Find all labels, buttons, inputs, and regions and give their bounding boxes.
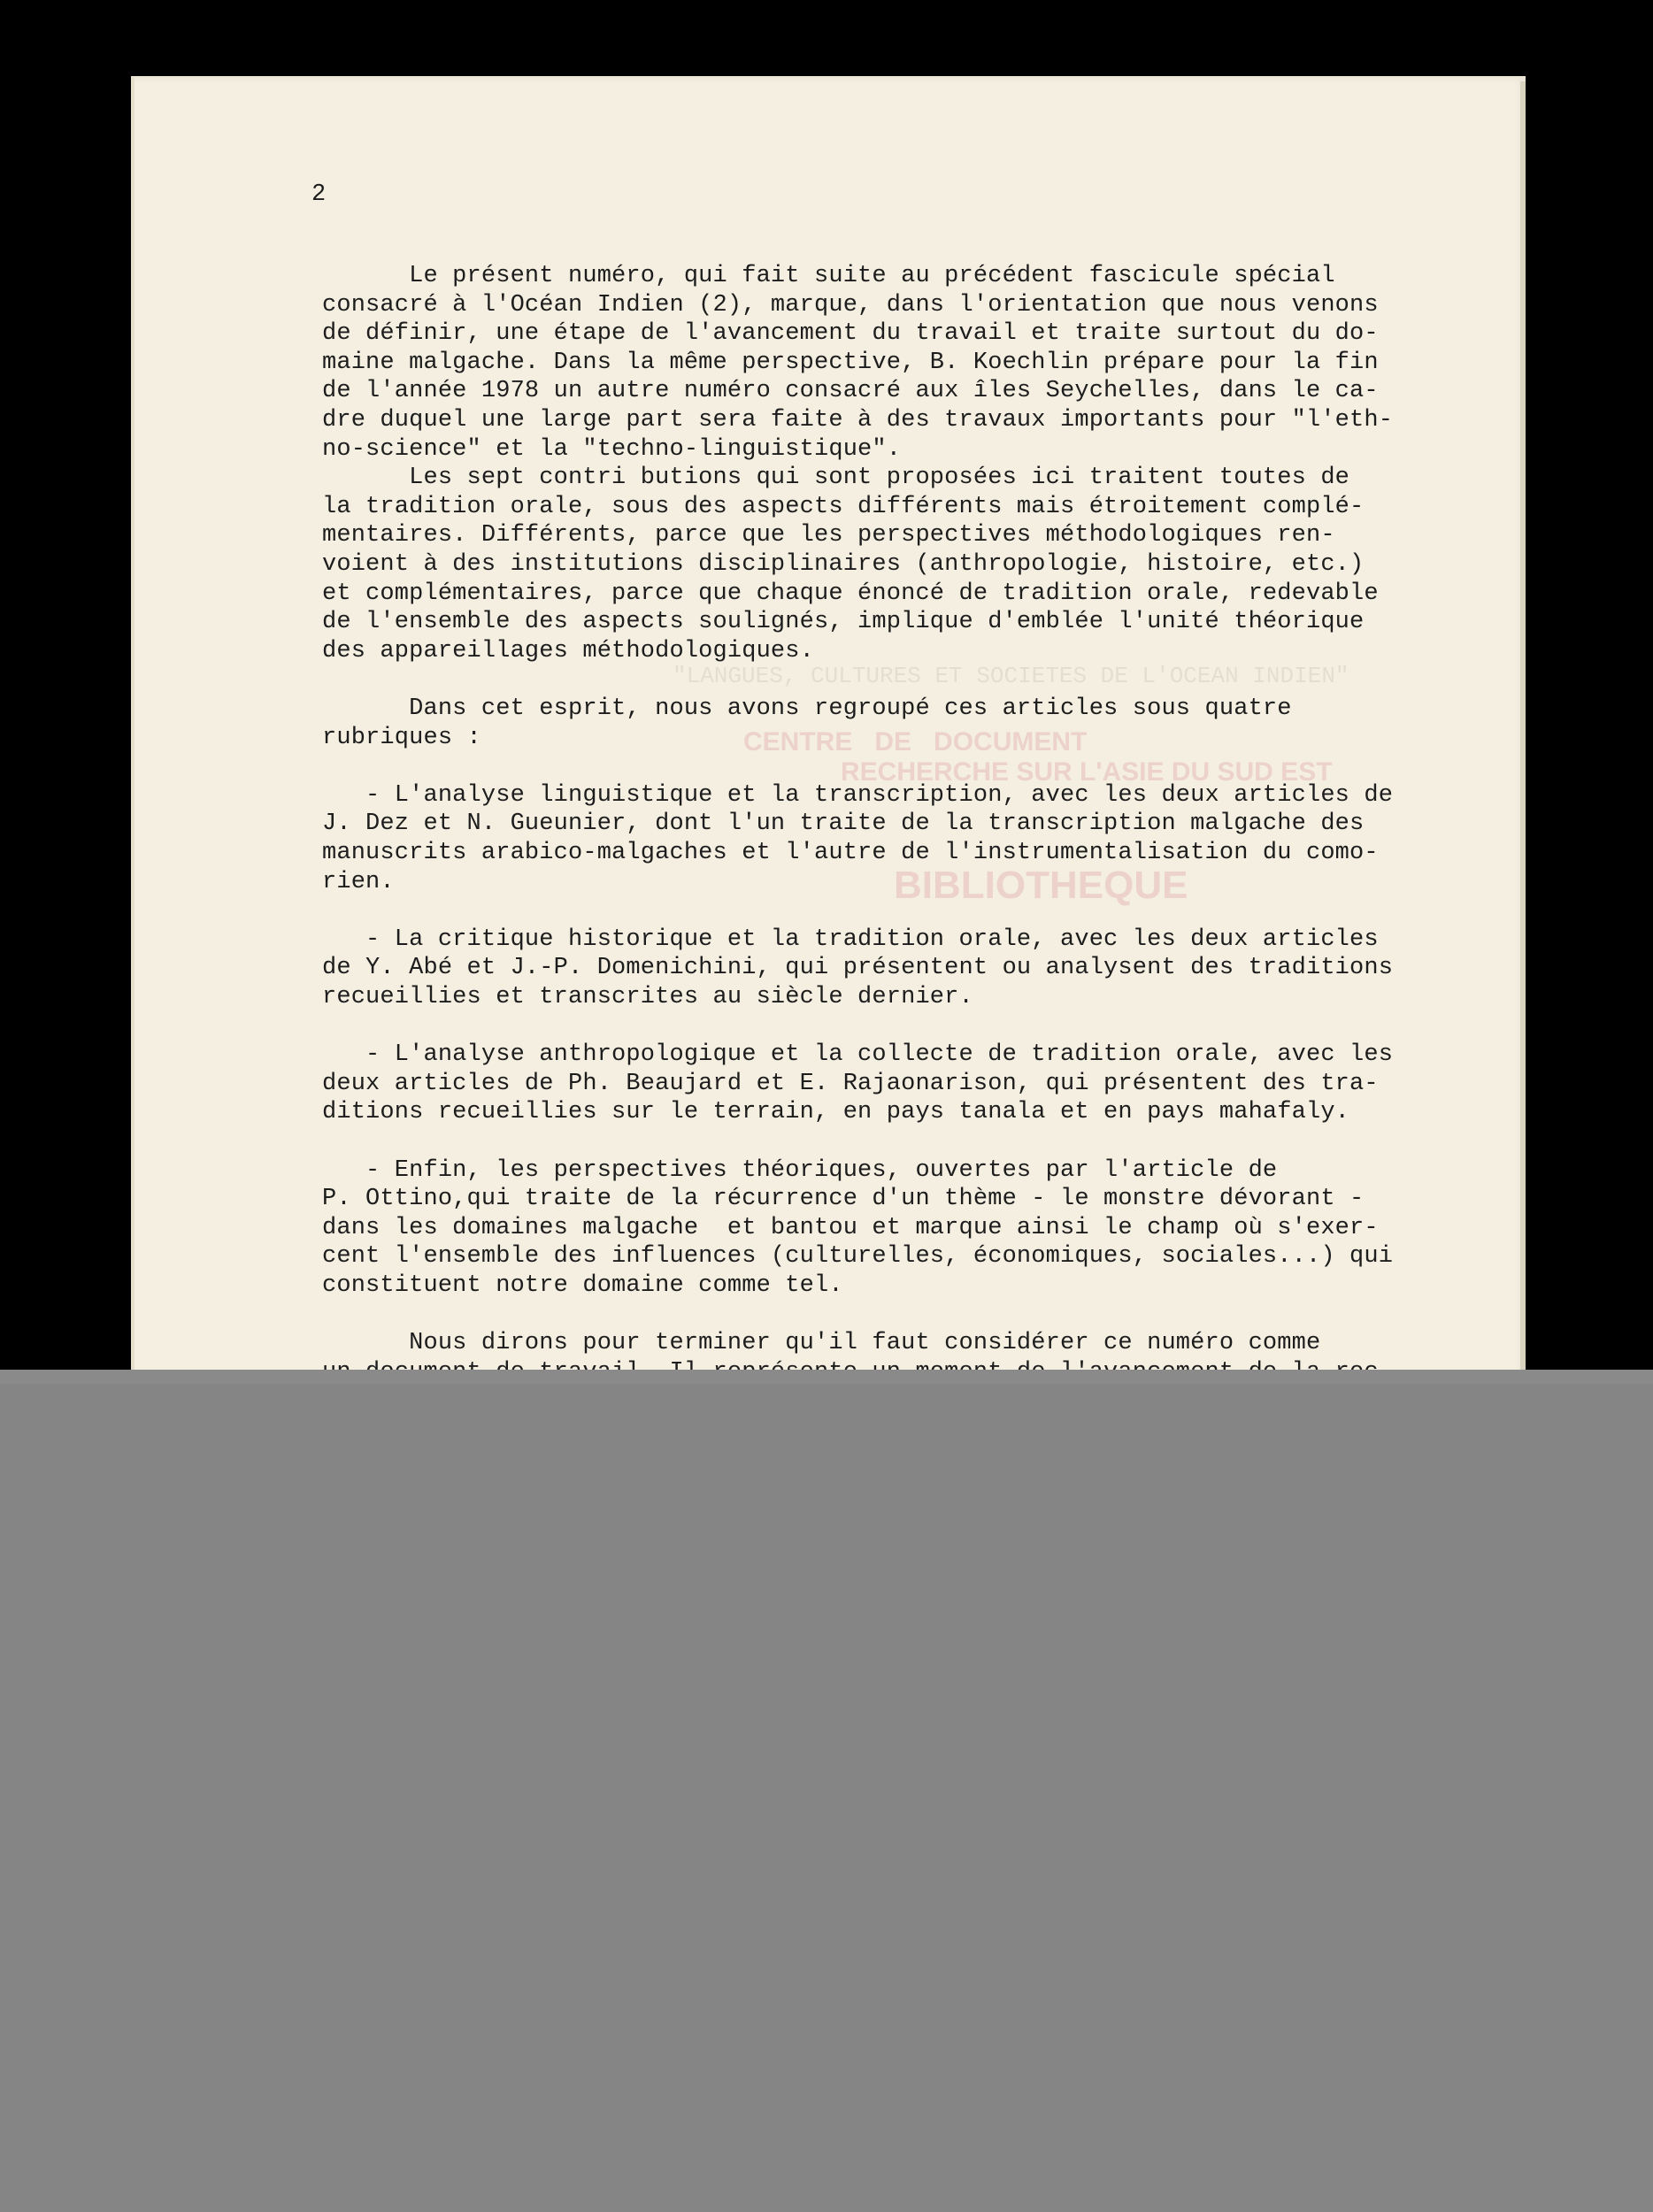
- text-line: mentaires. Différents, parce que les perspectives méthodologiques ren-: [322, 522, 1335, 549]
- show-through-heading: "LANGUES, CULTURES ET SOCIETES DE L'OCEAN INDIEN": [673, 663, 1349, 689]
- text-line: rubriques :: [322, 724, 481, 751]
- gray-overlay: [0, 1370, 1653, 2212]
- text-line: no-science" et la "techno-linguistique".: [322, 435, 902, 463]
- gray-overlay-edge: [0, 1370, 1653, 1384]
- show-through-stamp-line-3: BIBLIOTHEQUE: [894, 864, 1188, 907]
- text-line: consacré à l'Océan Indien (2), marque, dans l'orientation que nous venons: [322, 291, 1379, 319]
- text-line: Le présent numéro, qui fait suite au précédent fascicule spécial: [322, 263, 1335, 289]
- text-line: - L'analyse linguistique et la transcription, avec les deux articles de: [322, 781, 1394, 809]
- text-line: de Y. Abé et J.-P. Domenichini, qui présentent ou analysent des traditions: [322, 955, 1394, 982]
- text-line: voient à des institutions disciplinaires (anthropologie, histoire, etc.): [322, 551, 1365, 578]
- text-line: la tradition orale, sous des aspects différents mais étroitement complé-: [322, 493, 1365, 520]
- show-through-stamp-line-1: CENTRE DE DOCUMENT: [743, 727, 1088, 757]
- text-line: de définir, une étape de l'avancement du travail et traite surtout du do-: [322, 320, 1379, 348]
- text-line: maine malgache. Dans la même perspective, B. Koechlin prépare pour la fin: [322, 349, 1379, 376]
- text-line: Nous dirons pour terminer qu'il faut considérer ce numéro comme: [322, 1330, 1321, 1357]
- text-line: Dans cet esprit, nous avons regroupé ces articles sous quatre: [322, 695, 1292, 722]
- text-line: P. Ottino,qui traite de la récurrence d'un thème - le monstre dévorant -: [322, 1186, 1365, 1213]
- text-line: manuscrits arabico-malgaches et l'autre de l'instrumentalisation du como-: [322, 840, 1379, 866]
- text-line: dans les domaines malgache et bantou et marque ainsi le champ où s'exer-: [322, 1214, 1379, 1241]
- text-line: - L'analyse anthropologique et la collecte de tradition orale, avec les: [322, 1041, 1394, 1069]
- text-line: constituent notre domaine comme tel.: [322, 1272, 843, 1299]
- text-line: Les sept contri butions qui sont proposées ici traitent toutes de: [322, 465, 1350, 492]
- text-line: rien.: [322, 868, 395, 895]
- show-through-stamp-line-2: RECHERCHE SUR L'ASIE DU SUD EST: [841, 757, 1333, 787]
- text-line: cent l'ensemble des influences (culturelles, économiques, sociales...) qui: [322, 1243, 1394, 1271]
- text-line: deux articles de Ph. Beaujard et E. Rajaonarison, qui présentent des tra-: [322, 1070, 1379, 1097]
- text-line: de l'année 1978 un autre numéro consacré aux îles Seychelles, dans le ca-: [322, 378, 1379, 405]
- text-line: ditions recueillies sur le terrain, en pays tanala et en pays mahafaly.: [322, 1099, 1350, 1126]
- text-line: de l'ensemble des aspects soulignés, implique d'emblée l'unité théorique: [322, 609, 1365, 636]
- text-line: des appareillages méthodologiques.: [322, 637, 814, 664]
- text-line: - Enfin, les perspectives théoriques, ouvertes par l'article de: [322, 1156, 1278, 1184]
- text-line: J. Dez et N. Gueunier, dont l'un traite de la transcription malgache des: [322, 810, 1365, 838]
- text-line: et complémentaires, parce que chaque énoncé de tradition orale, redevable: [322, 580, 1379, 607]
- text-line: - La critique historique et la tradition orale, avec les deux articles: [322, 926, 1379, 953]
- page-number: 2: [311, 181, 327, 208]
- text-line: recueillies et transcrites au siècle dernier.: [322, 984, 973, 1010]
- text-line: dre duquel une large part sera faite à des travaux importants pour "l'eth-: [322, 407, 1394, 434]
